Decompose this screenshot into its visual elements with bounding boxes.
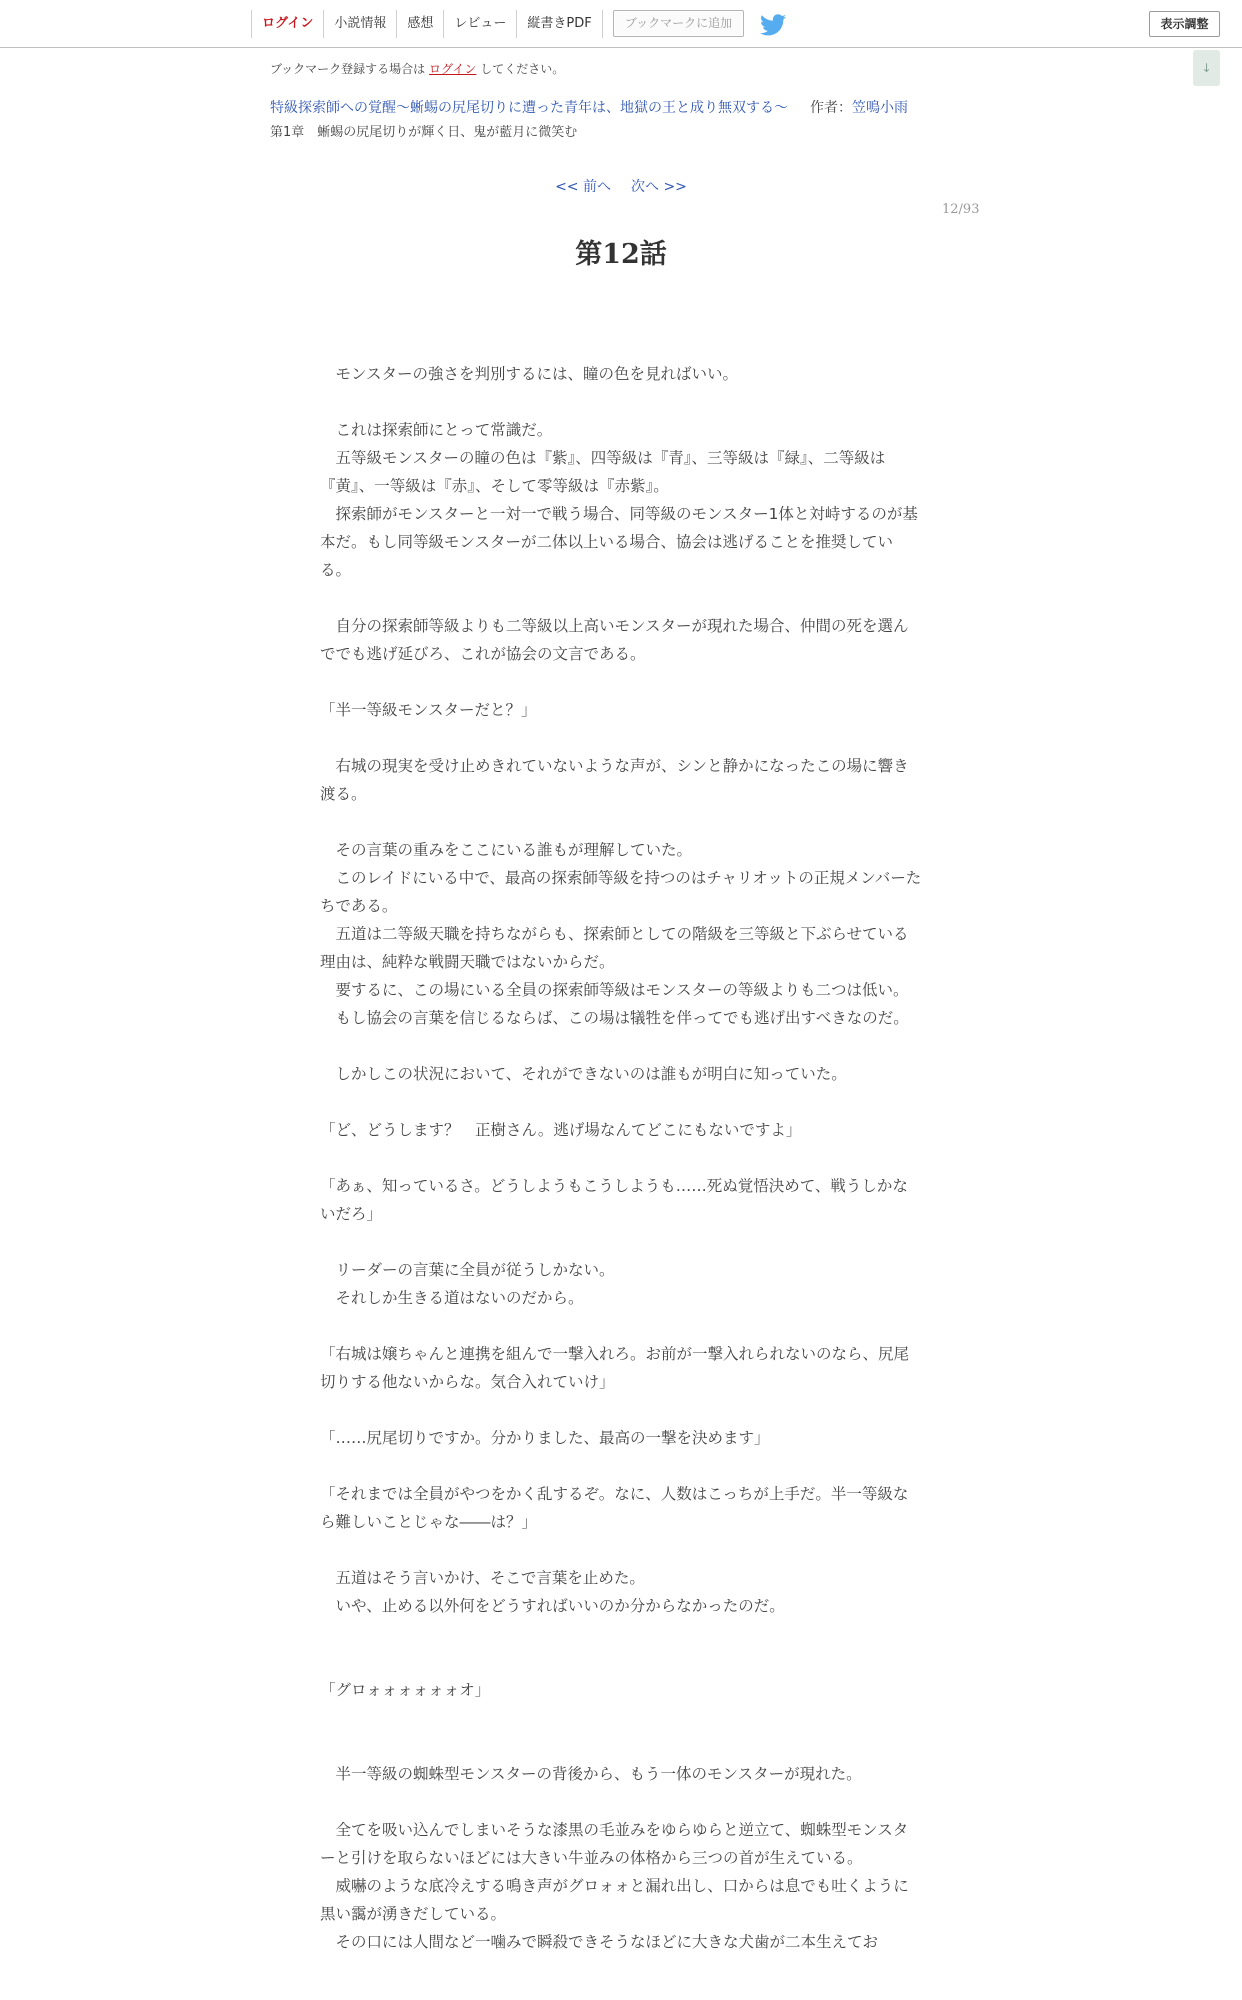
body-paragraph: 半一等級の蜘蛛型モンスターの背後から、もう一体のモンスターが現れた。: [320, 1765, 862, 1783]
body-paragraph: [320, 1788, 922, 1816]
body-paragraph: [320, 1956, 922, 1984]
next-link[interactable]: 次へ >>: [631, 179, 687, 195]
body-paragraph: 「ど、どうします？ 正樹さん。逃げ場なんてどこにもないですよ」: [320, 1121, 802, 1139]
add-bookmark-button[interactable]: ブックマークに追加: [613, 10, 744, 37]
body-paragraph: [320, 1032, 922, 1060]
body-paragraph: 「右城は嬢ちゃんと連携を組んで一撃入れろ。お前が一撃入れられないのなら、尻尾切りする他ないからな。気合入れていけ」: [320, 1345, 910, 1391]
page-count: 12/93: [942, 202, 980, 217]
body-paragraph: [320, 1088, 922, 1116]
body-paragraph: リーダーの言葉に全員が従うしかない。: [320, 1261, 615, 1279]
body-paragraph: [320, 1228, 922, 1256]
author-link[interactable]: 笠鳴小雨: [852, 100, 908, 116]
body-paragraph: [320, 808, 922, 836]
body-paragraph: 要するに、この場にいる全員の探索師等級はモンスターの等級よりも二つは低い。: [320, 981, 909, 999]
body-paragraph: 全てを吸い込んでしまいそうな漆黒の毛並みをゆらゆらと逆立て、蜘蛛型モンスターと引けを取らないほどには大きい牛並みの体格から三つの首が生えている。: [320, 1821, 909, 1867]
body-paragraph: モンスターの強さを判別するには、瞳の色を見ればいい。: [320, 365, 739, 383]
body-paragraph: [320, 388, 922, 416]
chapter-title: 第1章 蜥蜴の尻尾切りが輝く日、鬼が藍月に微笑む: [270, 125, 578, 140]
nav-novel-info[interactable]: 小説情報: [323, 10, 396, 38]
episode-title: 第12話: [575, 239, 667, 270]
body-paragraph: [320, 1144, 922, 1172]
bookmark-notice: [270, 60, 564, 77]
body-paragraph: これは探索師にとって常識だ。: [320, 421, 553, 439]
prev-link[interactable]: << 前へ: [555, 179, 611, 195]
body-paragraph: 「それまでは全員がやつをかく乱するぞ。なに、人数はこっちが上手だ。半一等級なら難しいことじゃな――は？」: [320, 1485, 909, 1531]
site-header: [0, 0, 1242, 48]
display-settings-button[interactable]: 表示調整: [1149, 11, 1220, 37]
body-paragraph: その言葉の重みをここにいる誰もが理解していた。: [320, 841, 693, 859]
body-paragraph: 「半一等級モンスターだと？」: [320, 701, 537, 719]
nav-review[interactable]: レビュー: [443, 10, 516, 38]
body-paragraph: 自分の探索師等級よりも二等級以上高いモンスターが現れた場合、仲間の死を選んででも逃げ延びろ、これが協会の文言である。: [320, 617, 909, 663]
notice-before: ブックマーク登録する場合は: [270, 62, 426, 76]
body-paragraph: 探索師がモンスターと一対一で戦う場合、同等級のモンスター1体と対峙するのが基本だ。もし同等級モンスターが二体以上いる場合、協会は逃げることを推奨している。: [320, 505, 918, 579]
body-paragraph: それしか生きる道はないのだから。: [320, 1289, 584, 1307]
nav-login[interactable]: ログイン: [251, 10, 323, 38]
body-paragraph: もし協会の言葉を信じるならば、この場は犠牲を伴ってでも逃げ出すべきなのだ。: [320, 1009, 909, 1027]
body-paragraph: [320, 1704, 922, 1732]
scroll-down-button[interactable]: ↓: [1193, 50, 1220, 86]
body-paragraph: [320, 1620, 922, 1648]
episode-body: [320, 360, 922, 1984]
novel-title-link[interactable]: 特級探索師への覚醒～蜥蜴の尻尾切りに遭った青年は、地獄の王と成り無双する～: [270, 100, 788, 116]
body-paragraph: 五道は二等級天職を持ちながらも、探索師としての階級を三等級と下ぶらせている理由は、純粋な戦闘天職ではないからだ。: [320, 925, 909, 971]
body-paragraph: しかしこの状況において、それができないのは誰もが明白に知っていた。: [320, 1065, 847, 1083]
body-paragraph: このレイドにいる中で、最高の探索師等級を持つのはチャリオットの正規メンバーたちである。: [320, 869, 922, 915]
body-paragraph: [320, 1648, 922, 1676]
novel-title-row: [270, 97, 908, 117]
body-paragraph: 右城の現実を受け止めきれていないような声が、シンと静かになったこの場に響き渡る。: [320, 757, 909, 803]
notice-after: してください。: [480, 62, 565, 76]
body-paragraph: 「……尻尾切りですか。分かりました、最高の一撃を決めます」: [320, 1429, 770, 1447]
body-paragraph: [320, 668, 922, 696]
body-paragraph: 五道はそう言いかけ、そこで言葉を止めた。: [320, 1569, 645, 1587]
body-paragraph: [320, 584, 922, 612]
body-paragraph: 「あぁ、知っているさ。どうしようもこうしようも……死ぬ覚悟決めて、戦うしかないだろ」: [320, 1177, 908, 1223]
twitter-icon[interactable]: [760, 14, 786, 36]
notice-login-link[interactable]: ログイン: [429, 62, 477, 76]
body-paragraph: その口には人間など一噛みで瞬殺できそうなほどに大きな犬歯が二本生えてお: [320, 1933, 879, 1951]
author-label: 作者：: [810, 100, 852, 116]
body-paragraph: [320, 1452, 922, 1480]
body-paragraph: [320, 1312, 922, 1340]
nav-vertical-pdf[interactable]: 縦書きPDF: [516, 10, 602, 38]
body-paragraph: いや、止める以外何をどうすればいいのか分からなかったのだ。: [320, 1597, 785, 1615]
body-paragraph: 五等級モンスターの瞳の色は『紫』、四等級は『青』、三等級は『緑』、二等級は『黄』、一等級は『赤』、そして零等級は『赤紫』。: [320, 449, 886, 495]
body-paragraph: [320, 1732, 922, 1760]
body-paragraph: 「グロォォォォォォオ」: [320, 1681, 491, 1699]
body-paragraph: 威嚇のような底冷えする鳴き声がグロォォと漏れ出し、口からは息でも吐くように黒い靄が湧きだしている。: [320, 1877, 909, 1923]
body-paragraph: [320, 1396, 922, 1424]
nav-impressions[interactable]: 感想: [396, 10, 443, 38]
body-paragraph: [320, 1536, 922, 1564]
episode-pager: [0, 176, 1242, 196]
body-paragraph: [320, 724, 922, 752]
header-nav: [251, 10, 603, 38]
